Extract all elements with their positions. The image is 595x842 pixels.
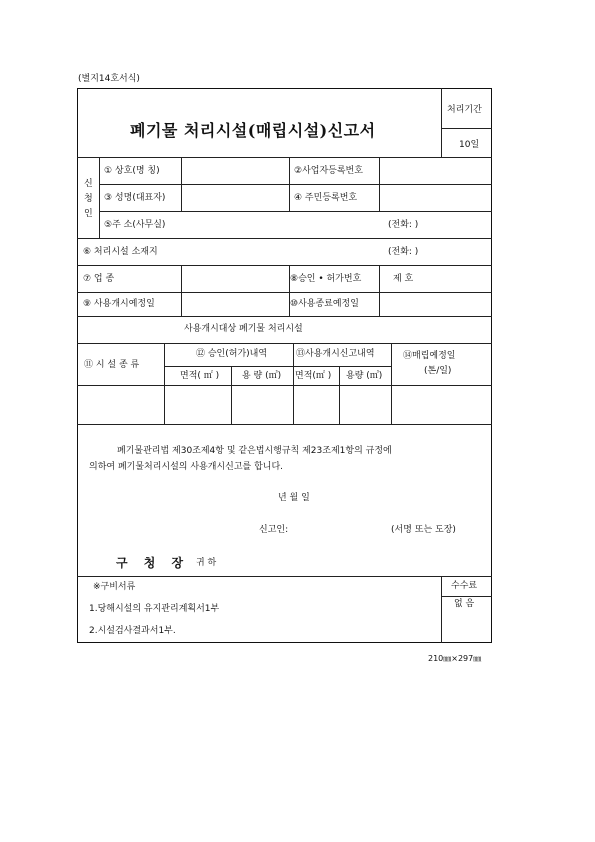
facility-location-label: ⑥ 처리시설 소재지 — [83, 247, 158, 257]
approval-no-label: ⑧승인 • 허가번호 — [290, 274, 362, 284]
start-date-label: ⑨ 사용개시예정일 — [83, 299, 155, 309]
form-number: (별지14호서식) — [78, 74, 140, 84]
paper-size: 210㎜×297㎜ — [428, 654, 482, 663]
resident-reg-label: ④ 주민등록번호 — [294, 193, 358, 203]
address-label: ⑤주 소(사무실) — [104, 220, 166, 230]
col-line — [99, 157, 100, 238]
capacity-header-1: 용 량 (㎥) — [242, 371, 282, 381]
recipient-suffix: 귀 하 — [196, 558, 217, 568]
report-detail-header: ⑬사용개시신고내역 — [296, 349, 375, 359]
landfill-unit: (톤/일) — [424, 366, 452, 376]
row-line — [77, 424, 492, 425]
approval-detail-header: ⑫ 승인(허가)내역 — [196, 349, 268, 359]
attachment-2: 2.시설검사결과서1부. — [89, 626, 176, 636]
capacity-header-2: 용량 (㎥) — [346, 371, 383, 381]
reporter-label: 신고인: — [259, 525, 289, 535]
facility-phone: (전화: ) — [388, 247, 419, 257]
statement-line-1: 폐기물관리법 제30조제4항 및 같은법시행규칙 제23조제1항의 규정에 — [117, 446, 392, 456]
row-line — [77, 576, 492, 577]
applicant-side-2: 청 — [84, 194, 93, 204]
applicant-side-1: 신 — [84, 179, 93, 189]
col-line — [231, 366, 232, 424]
applicant-side-3: 인 — [84, 209, 93, 219]
row-line — [99, 211, 492, 212]
business-reg-label: ②사업자등록번호 — [294, 166, 363, 176]
col-line — [441, 576, 442, 643]
address-phone: (전화: ) — [388, 220, 419, 230]
processing-divider — [441, 128, 492, 129]
row-line — [441, 596, 492, 597]
recipient: 구 청 장 — [116, 556, 190, 570]
end-date-label: ⑩사용종료예정일 — [290, 299, 359, 309]
processing-label: 처리기간 — [447, 105, 482, 115]
business-type-label: ⑦ 업 종 — [83, 274, 115, 284]
col-line — [164, 343, 165, 424]
landfill-plan-header: ⑭매립예정일 — [403, 351, 456, 361]
area-header-2: 면적(㎡ ) — [295, 371, 332, 381]
col-line — [293, 343, 294, 424]
area-header-1: 면적( ㎡ ) — [180, 371, 220, 381]
facility-type-header: ⑪ 시 설 종 류 — [84, 360, 140, 370]
attachments-title: ※구비서류 — [93, 582, 136, 592]
row-line — [77, 385, 492, 386]
row-line — [99, 184, 492, 185]
header-divider — [441, 88, 442, 157]
col-line — [289, 157, 290, 211]
row-line — [77, 316, 492, 317]
col-line — [379, 265, 380, 316]
fee-value: 없 음 — [454, 599, 475, 609]
col-line — [391, 343, 392, 424]
reporter-sign: (서명 또는 도장) — [391, 525, 456, 535]
form-title: 폐기물 처리시설(매립시설)신고서 — [130, 121, 376, 140]
row-line — [77, 265, 492, 266]
col-line — [181, 265, 182, 316]
processing-value: 10일 — [459, 140, 480, 150]
row-line — [77, 343, 492, 344]
fee-label: 수수료 — [451, 581, 478, 591]
approval-no-value: 제 호 — [393, 274, 414, 284]
representative-label: ③ 성명(대표자) — [104, 193, 166, 203]
col-line — [339, 366, 340, 424]
row-line — [77, 238, 492, 239]
col-line — [181, 157, 182, 211]
row-line — [77, 292, 492, 293]
col-line — [379, 157, 380, 211]
row-line — [77, 157, 492, 158]
attachment-1: 1.당해시설의 유지관리계획서1부 — [89, 604, 220, 614]
statement-line-2: 의하여 폐기물처리시설의 사용개시신고를 합니다. — [89, 462, 284, 472]
section-title: 사용개시대상 폐기물 처리시설 — [184, 324, 303, 334]
date-line: 년 월 일 — [278, 493, 310, 503]
company-name-label: ① 상호(명 칭) — [104, 166, 160, 176]
row-line — [164, 366, 391, 367]
